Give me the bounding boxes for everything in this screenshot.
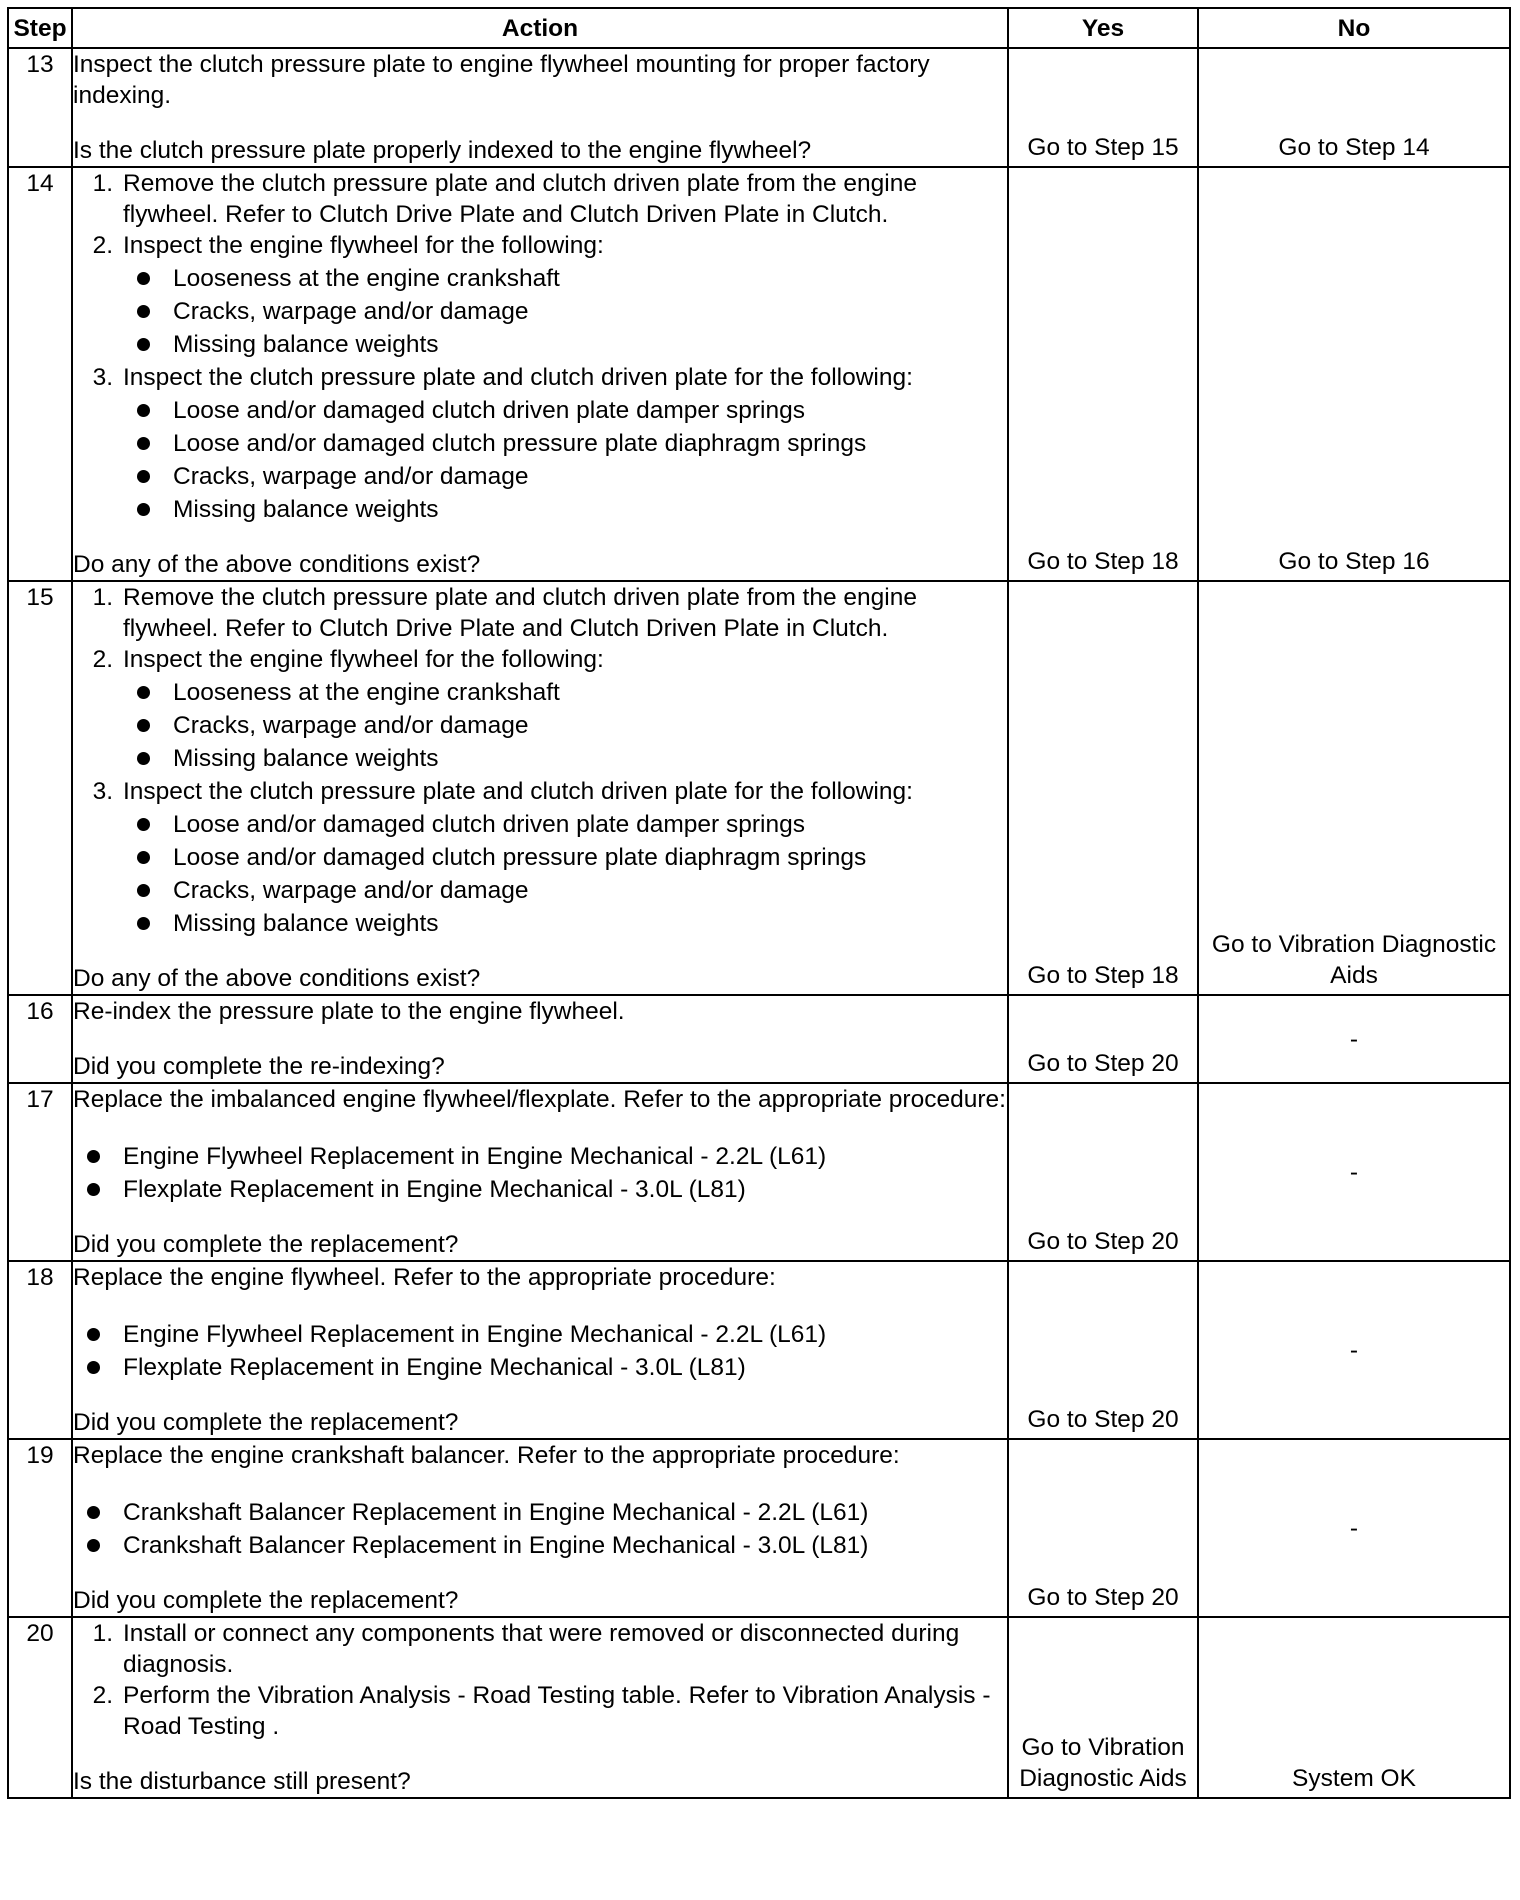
yes-result-cell	[1008, 1261, 1198, 1439]
no-result-cell	[1198, 167, 1510, 581]
header-action: Action	[72, 8, 1008, 48]
numbered-step	[73, 230, 1007, 360]
action-cell	[72, 1261, 1008, 1439]
condition-item: Missing balance weights	[123, 908, 1007, 939]
no-result-cell	[1198, 48, 1510, 167]
condition-item: Loose and/or damaged clutch driven plate damper springs	[123, 395, 1007, 426]
no-result: System OK	[1292, 1765, 1416, 1792]
condition-list	[123, 393, 1007, 525]
numbered-step	[73, 168, 1007, 230]
step-index: 2.	[92, 1682, 113, 1709]
action-intro: Replace the engine flywheel. Refer to the appropriate procedure:	[73, 1264, 776, 1291]
action-question: Did you complete the replacement?	[73, 1587, 459, 1614]
step-index: 2.	[92, 646, 113, 673]
condition-item: Looseness at the engine crankshaft	[123, 263, 1007, 294]
step-number: 14	[8, 167, 72, 581]
step-index: 1.	[92, 1620, 113, 1647]
step-index: 2.	[92, 232, 113, 259]
action-question: Is the clutch pressure plate properly indexed to the engine flywheel?	[73, 137, 812, 164]
action-question: Did you complete the re-indexing?	[73, 1053, 445, 1080]
action-question: Do any of the above conditions exist?	[73, 551, 481, 578]
condition-item: Missing balance weights	[123, 494, 1007, 525]
yes-result-cell	[1008, 1083, 1198, 1261]
yes-result: Go to Step 20	[1027, 1050, 1179, 1077]
yes-result: Go to Step 20	[1027, 1406, 1179, 1433]
step-text: Inspect the clutch pressure plate and clutch driven plate for the following:	[123, 778, 913, 805]
numbered-step	[73, 644, 1007, 774]
no-result: Go to Step 14	[1278, 134, 1430, 161]
condition-list	[123, 261, 1007, 360]
step-number: 15	[8, 581, 72, 995]
no-result: Go to Step 16	[1278, 548, 1430, 575]
yes-result: Go to Step 18	[1027, 962, 1179, 989]
action-cell	[72, 1439, 1008, 1617]
numbered-steps	[73, 168, 1007, 525]
action-cell	[72, 1617, 1008, 1798]
table-header-row	[8, 8, 1510, 48]
action-cell	[72, 167, 1008, 581]
action-question: Did you complete the replacement?	[73, 1409, 459, 1436]
procedure-list	[73, 1317, 1007, 1383]
table-row	[8, 48, 1510, 167]
table-row	[8, 995, 1510, 1083]
yes-result: Go to Step 18	[1027, 548, 1179, 575]
procedure-item: Flexplate Replacement in Engine Mechanical - 3.0L (L81)	[73, 1352, 1007, 1383]
action-question: Is the disturbance still present?	[73, 1768, 411, 1795]
numbered-step	[73, 362, 1007, 525]
condition-item: Looseness at the engine crankshaft	[123, 677, 1007, 708]
yes-result-cell	[1008, 995, 1198, 1083]
no-result-cell	[1198, 581, 1510, 995]
yes-result-cell	[1008, 1617, 1198, 1798]
numbered-step	[73, 1680, 1007, 1742]
table-row	[8, 581, 1510, 995]
yes-result: Go to Step 20	[1027, 1228, 1179, 1255]
condition-list	[123, 675, 1007, 774]
yes-result: Go to Step 20	[1027, 1584, 1179, 1611]
step-index: 1.	[92, 170, 113, 197]
diagnostic-table	[7, 7, 1511, 1799]
procedure-list	[73, 1139, 1007, 1205]
step-number: 19	[8, 1439, 72, 1617]
condition-item: Cracks, warpage and/or damage	[123, 875, 1007, 906]
step-number: 13	[8, 48, 72, 167]
action-intro: Replace the engine crankshaft balancer. Refer to the appropriate procedure:	[73, 1442, 900, 1469]
step-text: Inspect the engine flywheel for the following:	[123, 232, 604, 259]
action-intro: Replace the imbalanced engine flywheel/flexplate. Refer to the appropriate procedure:	[73, 1086, 1006, 1113]
yes-result: Go to Step 15	[1027, 134, 1179, 161]
step-text: Remove the clutch pressure plate and clutch driven plate from the engine flywheel. Refer to Clutch Drive Plate and Clutch Driven Plate in Clutch.	[123, 584, 917, 642]
no-result: -	[1198, 995, 1510, 1083]
procedure-item: Engine Flywheel Replacement in Engine Mechanical - 2.2L (L61)	[73, 1141, 1007, 1172]
condition-item: Missing balance weights	[123, 743, 1007, 774]
no-result: -	[1198, 1083, 1510, 1261]
procedure-item: Crankshaft Balancer Replacement in Engine Mechanical - 2.2L (L61)	[73, 1497, 1007, 1528]
numbered-steps	[73, 1618, 1007, 1742]
no-result: -	[1198, 1439, 1510, 1617]
yes-result-cell	[1008, 167, 1198, 581]
header-step: Step	[8, 8, 72, 48]
step-number: 17	[8, 1083, 72, 1261]
no-result: -	[1198, 1261, 1510, 1439]
procedure-item: Flexplate Replacement in Engine Mechanical - 3.0L (L81)	[73, 1174, 1007, 1205]
procedure-list	[73, 1495, 1007, 1561]
action-cell	[72, 995, 1008, 1083]
step-text: Perform the Vibration Analysis - Road Testing table. Refer to Vibration Analysis - Road Testing .	[123, 1682, 991, 1740]
step-text: Install or connect any components that were removed or disconnected during diagnosis.	[123, 1620, 960, 1678]
step-text: Inspect the engine flywheel for the following:	[123, 646, 604, 673]
step-number: 16	[8, 995, 72, 1083]
step-index: 3.	[92, 364, 113, 391]
action-intro: Inspect the clutch pressure plate to engine flywheel mounting for proper factory indexing.	[73, 51, 930, 109]
yes-result: Go to Vibration Diagnostic Aids	[1019, 1734, 1187, 1792]
header-no: No	[1198, 8, 1510, 48]
step-text: Inspect the clutch pressure plate and clutch driven plate for the following:	[123, 364, 913, 391]
no-result: Go to Vibration Diagnostic Aids	[1211, 931, 1497, 989]
procedure-item: Crankshaft Balancer Replacement in Engine Mechanical - 3.0L (L81)	[73, 1530, 1007, 1561]
condition-item: Cracks, warpage and/or damage	[123, 710, 1007, 741]
condition-list	[123, 807, 1007, 939]
step-index: 1.	[92, 584, 113, 611]
table-body	[8, 48, 1510, 1798]
procedure-item: Engine Flywheel Replacement in Engine Mechanical - 2.2L (L61)	[73, 1319, 1007, 1350]
step-index: 3.	[92, 778, 113, 805]
table-row	[8, 1439, 1510, 1617]
table-row	[8, 167, 1510, 581]
step-text: Remove the clutch pressure plate and clutch driven plate from the engine flywheel. Refer to Clutch Drive Plate and Clutch Driven Plate in Clutch.	[123, 170, 917, 228]
condition-item: Loose and/or damaged clutch pressure plate diaphragm springs	[123, 428, 1007, 459]
action-cell	[72, 1083, 1008, 1261]
numbered-step	[73, 776, 1007, 939]
condition-item: Loose and/or damaged clutch pressure plate diaphragm springs	[123, 842, 1007, 873]
numbered-steps	[73, 582, 1007, 939]
condition-item: Loose and/or damaged clutch driven plate damper springs	[123, 809, 1007, 840]
condition-item: Missing balance weights	[123, 329, 1007, 360]
action-question: Did you complete the replacement?	[73, 1231, 459, 1258]
action-cell	[72, 581, 1008, 995]
table-row	[8, 1083, 1510, 1261]
table-row	[8, 1261, 1510, 1439]
action-cell	[72, 48, 1008, 167]
step-number: 18	[8, 1261, 72, 1439]
step-number: 20	[8, 1617, 72, 1798]
yes-result-cell	[1008, 48, 1198, 167]
action-intro: Re-index the pressure plate to the engine flywheel.	[73, 998, 625, 1025]
numbered-step	[73, 1618, 1007, 1680]
header-yes: Yes	[1008, 8, 1198, 48]
yes-result-cell	[1008, 581, 1198, 995]
condition-item: Cracks, warpage and/or damage	[123, 461, 1007, 492]
table-row	[8, 1617, 1510, 1798]
yes-result-cell	[1008, 1439, 1198, 1617]
numbered-step	[73, 582, 1007, 644]
action-question: Do any of the above conditions exist?	[73, 965, 481, 992]
no-result-cell	[1198, 1617, 1510, 1798]
condition-item: Cracks, warpage and/or damage	[123, 296, 1007, 327]
